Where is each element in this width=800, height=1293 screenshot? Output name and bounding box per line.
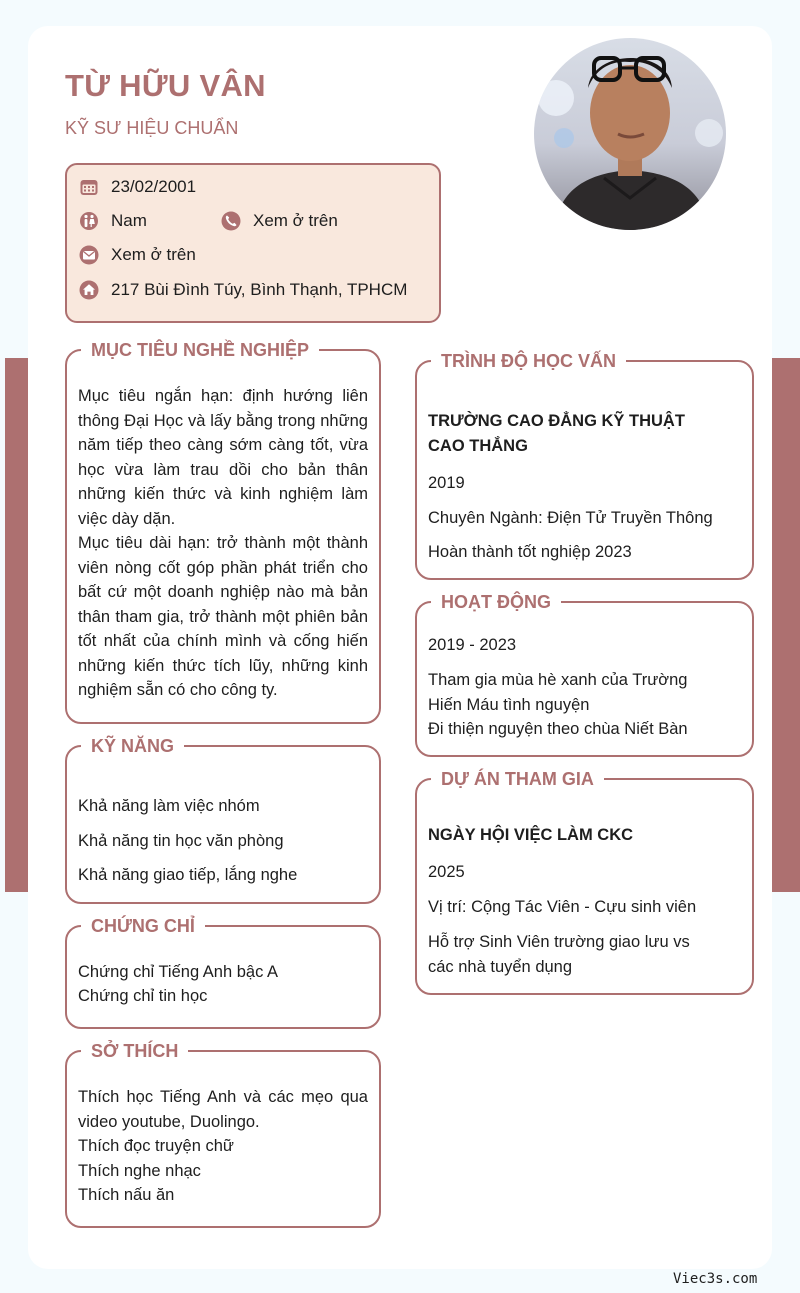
hobbies-body	[78, 1085, 368, 1208]
contact-address: 217 Bùi Đình Túy, Bình Thạnh, TPHCM	[111, 280, 408, 299]
skills-title: KỸ NĂNG	[81, 734, 184, 758]
education-section	[415, 351, 754, 580]
activities-period: 2019 - 2023	[428, 636, 517, 654]
skills-section	[65, 736, 381, 904]
contact-email-row	[79, 245, 196, 265]
education-year: 2019	[428, 474, 465, 492]
phone-icon	[221, 211, 241, 231]
contact-dob: 23/02/2001	[111, 177, 197, 196]
home-icon	[79, 280, 99, 300]
right-accent-band	[772, 358, 800, 892]
education-major: Chuyên Ngành: Điện Tử Truyền Thông	[428, 509, 713, 527]
objective-long-term: Mục tiêu dài hạn: trở thành một thành viên nòng cốt góp phần phát triển cho bất cứ một doanh nghiệp nào mà bản thân tham gia, trở thành một phiên bản tốt nhất của chính mình và cống hiến những kiến thức tích lũy, những kinh nghiệm sẵn có cho công ty.	[78, 534, 368, 699]
contact-gender: Nam	[111, 211, 147, 230]
contact-dob-row	[79, 177, 196, 197]
email-icon	[79, 245, 99, 265]
candidate-role: KỸ SƯ HIỆU CHUẨN	[65, 118, 239, 138]
hobby-item: Thích nghe nhạc	[78, 1161, 201, 1180]
certificate-item: Chứng chỉ Tiếng Anh bậc A	[78, 963, 279, 981]
calendar-icon	[79, 177, 99, 197]
projects-section	[415, 769, 754, 995]
certificates-section	[65, 916, 381, 1029]
candidate-name: TỪ HỮU VÂN	[65, 68, 266, 103]
education-status: Hoàn thành tốt nghiệp 2023	[428, 543, 632, 561]
projects-title: DỰ ÁN THAM GIA	[431, 767, 604, 791]
project-name: NGÀY HỘI VIỆC LÀM CKC	[428, 826, 634, 844]
hobbies-section	[65, 1041, 381, 1228]
activities-section	[415, 592, 754, 757]
objective-title: MỤC TIÊU NGHỀ NGHIỆP	[81, 338, 319, 362]
hobbies-title: SỞ THÍCH	[81, 1039, 188, 1063]
activity-item: Đi thiện nguyện theo chùa Niết Bàn	[428, 720, 688, 738]
contact-phone-row	[221, 211, 338, 231]
education-title: TRÌNH ĐỘ HỌC VẤN	[431, 349, 626, 373]
activity-item: Tham gia mùa hè xanh của Trường	[428, 671, 688, 689]
hobby-item: Thích nấu ăn	[78, 1186, 175, 1204]
objective-body	[78, 384, 368, 703]
watermark: Viec3s.com	[673, 1271, 758, 1287]
objective-short-term: Mục tiêu ngắn hạn: định hướng liên thông Đại Học và lấy bằng trong những năm tiếp theo càng sớm càng tốt, vừa học vừa làm trau dồi cho bản thân những kiến thức và kinh nghiệm làm việc dày dặn.	[78, 387, 368, 528]
contact-address-row	[79, 280, 407, 300]
gender-icon	[79, 211, 99, 231]
activity-item: Hiến Máu tình nguyện	[428, 696, 590, 714]
project-description: Hỗ trợ Sinh Viên trường giao lưu vs các nhà tuyển dụng	[428, 933, 690, 976]
objective-section	[65, 340, 381, 724]
project-position: Vị trí: Cộng Tác Viên - Cựu sinh viên	[428, 898, 697, 916]
education-school: TRƯỜNG CAO ĐẲNG KỸ THUẬT CAO THẮNG	[428, 412, 685, 455]
skill-item: Khả năng làm việc nhóm	[78, 797, 260, 815]
contact-gender-row	[79, 211, 147, 231]
certificate-item: Chứng chỉ tin học	[78, 987, 208, 1005]
contact-phone: Xem ở trên	[253, 211, 338, 230]
activities-title: HOẠT ĐỘNG	[431, 590, 561, 614]
skill-item: Khả năng giao tiếp, lắng nghe	[78, 866, 298, 884]
avatar	[534, 38, 726, 230]
project-year: 2025	[428, 863, 465, 881]
contact-email: Xem ở trên	[111, 245, 196, 264]
certificates-title: CHỨNG CHỈ	[81, 914, 205, 938]
hobby-item: Thích học Tiếng Anh và các mẹo qua video youtube, Duolingo.	[78, 1088, 368, 1131]
contact-info-box	[65, 163, 441, 323]
hobby-item: Thích đọc truyện chữ	[78, 1137, 234, 1155]
skill-item: Khả năng tin học văn phòng	[78, 832, 284, 850]
